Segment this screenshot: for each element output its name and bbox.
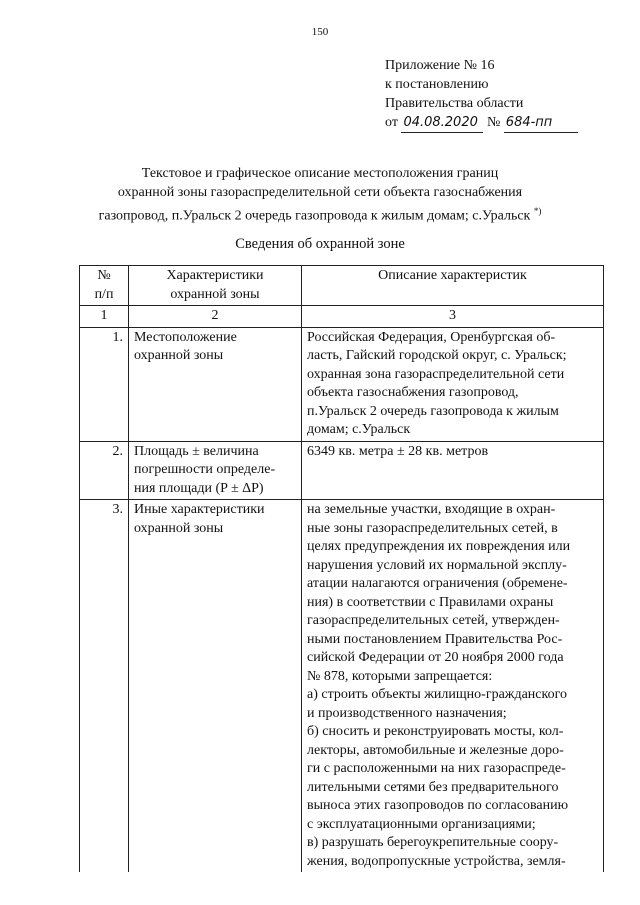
char-line: ния площади (P ± ΔP) (134, 480, 264, 496)
appendix-line-3: Правительства области (385, 96, 524, 111)
char-line: Местоположение (134, 329, 237, 345)
desc-line: ласть, Гайский городской округ, с. Уральск; (307, 348, 567, 363)
header-number-line-2: п/п (94, 286, 114, 302)
char-line: погрешности определе- (134, 462, 276, 477)
title-line-1: Текстовое и графическое описание местоположения границ (141, 166, 499, 181)
row-characteristic (129, 327, 302, 441)
col-number-1: 1 (80, 306, 129, 328)
handwritten-date: 04.08.2020 (401, 113, 483, 133)
desc-line: ными постановлением Правительства Рос- (307, 631, 563, 647)
page-number: 150 (311, 26, 329, 38)
header-cell-description: Описание характеристик (302, 266, 604, 306)
title-line-2: охранной зоны газораспределительной сети объекта газоснабжения (117, 185, 523, 200)
header-number-line-1: № (97, 268, 111, 283)
desc-line: п.Уральск 2 очередь газопровода к жилым (307, 403, 559, 419)
col-number-3: 3 (302, 306, 604, 328)
desc-line: атации налагаются ограничения (обремене- (307, 576, 568, 591)
desc-line: на земельные участки, входящие в охран- (307, 502, 556, 517)
handwritten-number: 684-пп (504, 113, 578, 133)
desc-line: ные зоны газораспределительных сетей, в (307, 520, 558, 536)
char-line: охранной зоны (134, 520, 224, 536)
row-characteristic (129, 500, 302, 873)
table-row (80, 500, 604, 873)
desc-line: а) строить объекты жилищно-гражданского (307, 687, 567, 702)
desc-line: и производственного назначения; (307, 705, 507, 721)
date-prefix: от (385, 115, 398, 130)
appendix-line-2: к постановлению (385, 77, 489, 92)
table-row (80, 327, 604, 441)
appendix-date-line (385, 113, 578, 133)
row-number: 3. (80, 500, 129, 873)
char-line: охранной зоны (134, 348, 224, 363)
desc-line: жения, водопропускные устройства, земля- (307, 853, 566, 869)
header-char-line-2: охранной зоны (170, 286, 260, 302)
row-description (302, 441, 604, 500)
row-description (302, 327, 604, 441)
table-row (80, 441, 604, 500)
desc-line: сийской Федерации от 20 ноября 2000 года (307, 650, 564, 665)
table-header-row (80, 266, 604, 306)
desc-line: ги с расположенными на них газораспреде- (307, 761, 566, 776)
desc-line: Российская Федерация, Оренбургская об- (307, 329, 556, 345)
desc-line: с эксплуатационными организациями; (307, 816, 536, 832)
number-prefix: № (486, 115, 501, 130)
desc-line: домам; с.Уральск (307, 422, 411, 437)
document-title (60, 164, 580, 226)
char-line: Площадь ± величина (134, 443, 259, 459)
row-number: 2. (80, 441, 129, 500)
row-description (302, 500, 604, 873)
desc-line: нарушения условий их нормальной эксплу- (307, 557, 567, 573)
desc-line: газораспределительных сетей, утвержден- (307, 613, 560, 628)
desc-line: выноса этих газопроводов по согласованию (307, 798, 569, 813)
desc-line: ния) в соответствии с Правилами охраны (307, 594, 554, 610)
title-line-3-text: газопровод, п.Уральск 2 очередь газопровода к жилым домам; с.Уральск (98, 208, 531, 224)
column-number-row (80, 306, 604, 328)
desc-line: 6349 кв. метра ± 28 кв. метров (307, 443, 489, 459)
section-subtitle: Сведения об охранной зоне (235, 236, 405, 252)
appendix-block (385, 56, 578, 133)
desc-line: № 878, которыми запрещается: (307, 668, 493, 684)
desc-line: лекторы, автомобильные и железные доро- (307, 742, 564, 758)
appendix-line-1: Приложение № 16 (385, 58, 495, 73)
row-characteristic (129, 441, 302, 500)
desc-line: б) сносить и реконструировать мосты, кол- (307, 724, 564, 739)
desc-line: объекта газоснабжения газопровод, (307, 385, 519, 400)
char-line: Иные характеристики (134, 502, 265, 517)
desc-line: в) разрушать берегоукрепительные соору- (307, 835, 559, 850)
zone-info-table (79, 265, 604, 872)
header-cell-number (80, 266, 129, 306)
col-number-2: 2 (129, 306, 302, 328)
desc-line: охранная зона газораспределительной сети (307, 366, 565, 382)
header-char-line-1: Характеристики (166, 268, 264, 283)
desc-line: целях предупреждения их повреждения или (307, 539, 571, 554)
title-line-3 (60, 202, 580, 226)
desc-line: лительными сетями без предварительного (307, 779, 559, 795)
header-cell-characteristics (129, 266, 302, 306)
row-number: 1. (80, 327, 129, 441)
footnote-mark: *) (533, 206, 542, 216)
